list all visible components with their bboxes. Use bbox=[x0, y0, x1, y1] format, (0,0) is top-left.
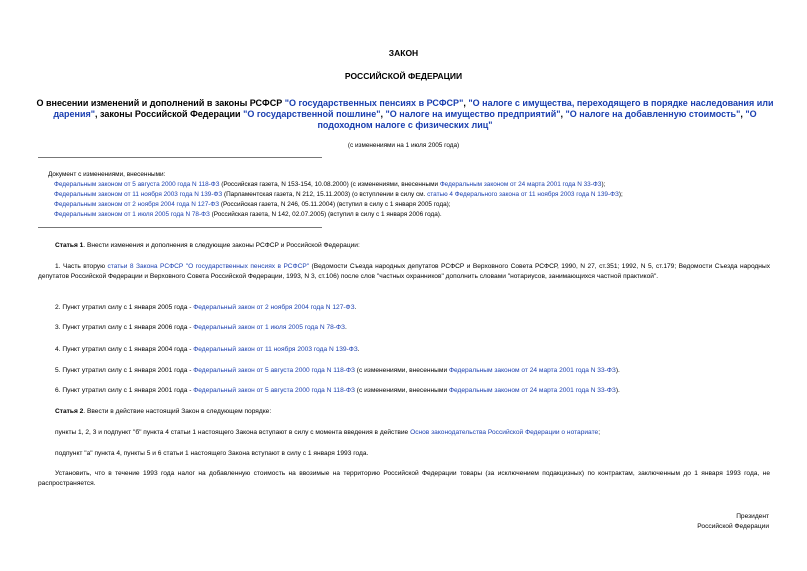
title-link-income-tax[interactable]: "О подоходном налоге с физических лиц" bbox=[317, 109, 757, 130]
signature-role: Президент bbox=[736, 513, 769, 520]
order-3: Установить, что в течение 1993 года налог на добавленную стоимость на ввозимые на территорию Российской Федерации товары (за исключением подакцизных) по контрактам, заключенным до 1 января 1993 года, не распространяется. bbox=[38, 470, 770, 487]
title-link-inheritance[interactable]: "О налоге с имущества, переходящего в порядке наследования или дарения" bbox=[53, 98, 774, 119]
title-link-vat[interactable]: "О налоге на добавленную стоимость" bbox=[565, 109, 741, 119]
article-2: Статья 2. Ввести в действие настоящий Закон в следующем порядке: bbox=[55, 408, 272, 415]
item-2: 2. Пункт утратил силу с 1 января 2005 года - Федеральный закон от 2 ноября 2004 года N 127-ФЗ. bbox=[55, 304, 357, 311]
title-link-property[interactable]: "О налоге на имущество предприятий" bbox=[385, 109, 561, 119]
item-3: 3. Пункт утратил силу с 1 января 2006 года - Федеральный закон от 1 июля 2005 года N 78-ФЗ. bbox=[55, 324, 347, 331]
item-6: 6. Пункт утратил силу с 1 января 2001 года - Федеральный закон от 5 августа 2000 года N 118-ФЗ (с изменениями, внесенными Федеральным законом от 24 марта 2001 года N 33-ФЗ). bbox=[55, 387, 620, 394]
order-2: подпункт "а" пункта 4, пункты 5 и 6 статьи 1 настоящего Закона вступают в силу с 1 января 1993 года. bbox=[55, 450, 369, 457]
amendment-line: Федеральным законом от 1 июля 2005 года N 78-ФЗ (Российская газета, N 142, 02.07.2005) (вступил в силу с 1 января 2006 года). bbox=[54, 211, 442, 218]
item-1: 1. Часть вторую статьи 8 Закона РСФСР "О государственных пенсиях в РСФСР" (Ведомости Съезда народных депутатов РСФСР и Верховного Совета РСФСР, 1990, N 27, ст.351; 1992, N 5, ст.179; Ведомости Съезда народных депутатов Российской Федерации и Верховного Совета Российской Федерации, 1993, N 3, ст.106) после слов "частных охранников" дополнить словами "нотариусов, занимающихся частной практикой". bbox=[38, 263, 770, 280]
title-link-duty[interactable]: "О государственной пошлине" bbox=[243, 109, 381, 119]
edition-note: (с изменениями на 1 июля 2005 года) bbox=[347, 142, 460, 149]
order-1: пункты 1, 2, 3 и подпункт "б" пункта 4 статьи 1 настоящего Закона вступают в силу с момента введения в действие Основ законодательства Российской Федерации о нотариате; bbox=[55, 429, 601, 436]
item-5: 5. Пункт утратил силу с 1 января 2001 года - Федеральный закон от 5 августа 2000 года N 118-ФЗ (с изменениями, внесенными Федеральным законом от 24 марта 2001 года N 33-ФЗ). bbox=[55, 367, 620, 374]
divider-bottom bbox=[38, 227, 322, 228]
amendments-block bbox=[48, 170, 788, 220]
signature-country: Российской Федерации bbox=[697, 523, 769, 530]
federation-heading: РОССИЙСКОЙ ФЕДЕРАЦИИ bbox=[344, 71, 463, 81]
document-title: О внесении изменений и дополнений в законы РСФСР "О государственных пенсиях в РСФСР", "О налоге с имущества, переходящего в порядке наследования или дарения", законы Российской Федерации "О государственной пошлине", "О налоге на имущество предприятий", "О налоге на добавленную стоимость", "О подоходном налоге с физических лиц" bbox=[36, 98, 774, 130]
item-1-link[interactable]: статьи 8 Закона РСФСР "О государственных пенсиях в РСФСР" bbox=[107, 263, 310, 270]
divider-top bbox=[38, 157, 322, 158]
item-4: 4. Пункт утратил силу с 1 января 2004 года - Федеральный закон от 11 ноября 2003 года N 139-ФЗ. bbox=[55, 346, 360, 353]
amendments-intro: Документ с изменениями, внесенными: bbox=[48, 171, 166, 178]
article-1: Статья 1. Внести изменения и дополнения в следующие законы РСФСР и Российской Федерации: bbox=[55, 242, 360, 249]
amendment-line: Федеральным законом от 5 августа 2000 года N 118-ФЗ (Российская газета, N 153-154, 10.08.2000) (с изменениями, внесенными Федеральным законом от 24 марта 2001 года N 33-ФЗ); bbox=[54, 181, 606, 188]
notary-law-link[interactable]: Основ законодательства Российской Федерации о нотариате bbox=[410, 429, 599, 436]
amendment-line: Федеральным законом от 2 ноября 2004 года N 127-ФЗ (Российская газета, N 246, 05.11.2004) (вступил в силу с 1 января 2005 года); bbox=[54, 201, 451, 208]
title-link-pensions[interactable]: "О государственных пенсиях в РСФСР" bbox=[284, 98, 464, 108]
amendment-line: Федеральным законом от 11 ноября 2003 года N 139-ФЗ (Парламентская газета, N 212, 15.11.2003) (о вступлении в силу см. статью 4 Федерального закона от 11 ноября 2003 года N 139-ФЗ); bbox=[54, 191, 623, 198]
law-heading: ЗАКОН bbox=[388, 48, 419, 58]
